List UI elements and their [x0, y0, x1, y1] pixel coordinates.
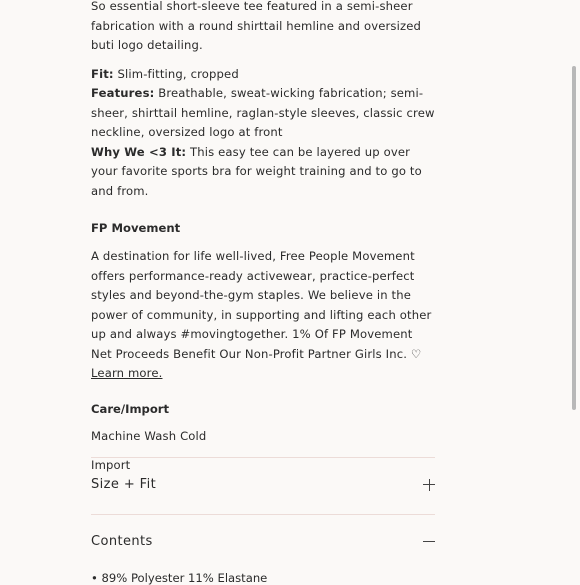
fit-text: Slim-fitting, cropped	[113, 66, 239, 81]
fp-movement-body: A destination for life well-lived, Free People Movement offers performance-ready activewear, practice-perfect styles and beyond-the-gym staples. We believe in the power of community, in supporting and lifting each other up and always #movingtogether. 1% Of FP Movement Net Proceeds Benefit Our Non-Profit Partner Girls Inc. ♡	[91, 249, 432, 361]
care-heading: Care/Import	[91, 401, 170, 416]
minus-icon[interactable]	[423, 536, 435, 548]
accordion-contents-label: Contents	[91, 534, 153, 549]
features-line	[91, 84, 437, 143]
product-details	[91, 0, 437, 476]
divider	[91, 514, 435, 515]
accordion-size-fit-label: Size + Fit	[91, 477, 157, 492]
accordion-contents[interactable]	[91, 534, 435, 549]
contents-item: • 89% Polyester 11% Elastane	[91, 571, 268, 585]
why-text: This easy tee can be layered up over your favorite sports bra for weight training and to go to and from.	[91, 144, 422, 198]
fit-label: Fit:	[91, 66, 114, 81]
divider	[91, 457, 435, 458]
learn-more-link[interactable]: Learn more.	[91, 366, 163, 380]
accordion-size-fit[interactable]	[91, 477, 435, 492]
features-label: Features:	[91, 86, 155, 100]
features-text: Breathable, sweat-wicking fabrication; semi-sheer, shirttail hemline, raglan-style sleeves, classic crew neckline, oversized logo at front	[91, 86, 435, 139]
scrollbar[interactable]	[572, 66, 576, 410]
plus-icon[interactable]	[423, 479, 435, 491]
why-line	[91, 143, 437, 202]
description-intro: So essential short-sleeve tee featured in a semi-sheer fabrication with a round shirttail hemline and oversized buti logo detailing.	[91, 0, 421, 52]
fp-movement-text	[91, 247, 437, 384]
fit-line	[91, 65, 437, 85]
fp-movement-heading: FP Movement	[91, 221, 181, 235]
care-wash: Machine Wash Cold	[91, 428, 207, 443]
why-label: Why We <3 It:	[91, 144, 187, 159]
care-import: Import	[91, 458, 131, 472]
